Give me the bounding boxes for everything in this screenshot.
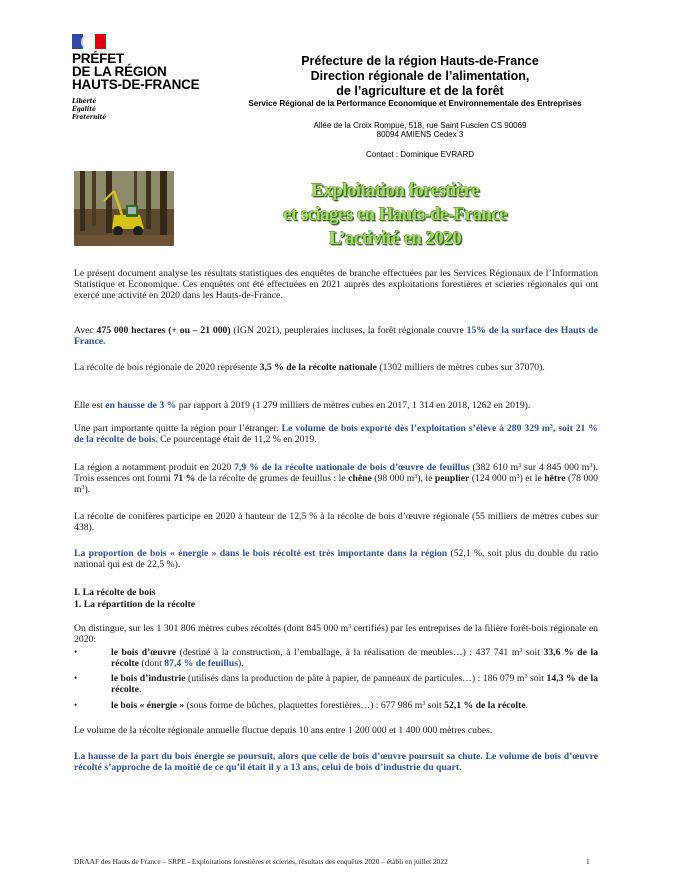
text-span: (382 610 m <box>469 462 519 473</box>
text-span: Elle est <box>74 400 106 411</box>
forest-area-value: 475 000 hectares (+ ou – 21 000) <box>96 325 231 336</box>
conifer-paragraph: La récolte de conifères participe en 2020 à hauteur de 12,5 % à la récolte de bois d’œuvre régionale (55 milliers de mètres cubes sur 438). <box>74 511 598 534</box>
prefet-logo-text <box>72 52 200 91</box>
intro-paragraph: Le présent document analyse les résultats statistiques des enquêtes de branche effectuées par les Services Régionaux de l’Information Statistique et Economique. Ces enquêtes ont été effectuées en 2021 auprès des exploitations forestières et scieries régionales qui ont exercé une activité en 2020 dans les Hauts-de-France. <box>74 268 598 302</box>
bullet-icon: • <box>74 673 78 683</box>
lumber-share-value: 33,6 % de la récolte <box>111 647 598 670</box>
energy-wood-paragraph <box>74 548 598 570</box>
trend-conclusion-highlight: La hausse de la part du bois énergie se poursuit, alors que celle de bois d’œuvre poursuit sa chute. Le volume de bois d’œuvre récolté s’approche de la moitié de ce qu’il était il y a 13 ans, celui de bois d’industrie du quart. <box>74 751 598 774</box>
hardwood-share-highlight: 7,9 % de la récolte nationale de bois d’œuvre de feuillus <box>234 462 470 473</box>
republic-flag-logo <box>72 34 106 49</box>
text-span: (IGN 2021), peupleraies incluses, la forêt régionale couvre <box>230 325 467 336</box>
harvest-growth-paragraph <box>74 400 598 411</box>
page-number: 1 <box>586 857 590 866</box>
harvest-share-paragraph <box>74 362 598 373</box>
hardwood-share-highlight: 87,4 % de feuillus <box>164 658 239 670</box>
text-span: Une part importante quitte la région pour l’étranger. <box>74 423 282 434</box>
contact: Contact : Dominique EVRARD <box>365 150 475 159</box>
text-span: La récolte de bois régionale de 2020 représente <box>74 362 260 373</box>
energy-wood-label: le bois « énergie » <box>111 700 185 711</box>
hardwood-paragraph <box>74 462 598 496</box>
text-span: ). <box>84 484 91 496</box>
text-span: soit <box>522 647 544 658</box>
text-span: (utilisés dans la production de pâte à papier, de panneaux de particules…) : 186 079 m <box>185 673 525 684</box>
superscript: 3 <box>516 474 520 481</box>
header-title <box>230 54 610 99</box>
harvest-breakdown-intro <box>74 623 598 645</box>
logo-line-3: HAUTS-DE-FRANCE <box>72 77 200 92</box>
address <box>230 121 610 139</box>
forest-share-highlight: 15% de la surface des Hauts de France. <box>74 325 598 348</box>
text-span: (124 000 m <box>469 473 517 485</box>
text-span: ) et le <box>519 473 545 485</box>
energy-share-value: 52,1 % de la récolte <box>444 700 526 711</box>
text-span: La région a notamment produit en 2020 <box>74 462 235 473</box>
species-poplar: peuplier <box>434 473 470 485</box>
industrial-wood-label: le bois d’industrie <box>111 673 186 684</box>
list-item-lumber <box>111 647 598 669</box>
motto-fraternite: Fraternité <box>72 114 107 121</box>
header-line-2: Direction régionale de l’alimentation, <box>310 69 530 83</box>
superscript: 3 <box>81 485 85 492</box>
motto-liberte: Liberté <box>72 98 97 105</box>
address-line-2: 80094 AMIENS Cedex 3 <box>376 130 464 139</box>
harvest-share-value: 3,5 % de la récolte nationale <box>259 362 377 373</box>
superscript: 3 <box>589 463 593 469</box>
export-share-highlight: , soit 21 % de la récolte de bois. <box>74 423 598 446</box>
text-span: de la récolte de grumes de feuillus : le <box>195 473 349 485</box>
document-title <box>210 179 580 251</box>
marianne-icon <box>81 35 93 48</box>
list-item-energy-wood <box>111 700 598 711</box>
energy-wood-highlight: La proportion de bois « énergie » dans le bois récolté est très importante dans la région <box>74 548 448 559</box>
text-span: sur 4 845 000 m <box>521 462 590 473</box>
superscript: 3 <box>348 624 352 630</box>
text-span: . <box>525 700 529 711</box>
species-beech: hêtre <box>544 473 566 485</box>
logo-line-2: DE LA RÉGION <box>72 64 167 79</box>
harvest-growth-highlight: en hausse de 3 % <box>105 400 177 411</box>
list-item-industrial-wood <box>111 673 598 695</box>
motto-egalite: Égalité <box>72 106 96 113</box>
text-span: (dont <box>138 658 165 670</box>
superscript: 3 <box>519 648 523 654</box>
text-span: On distingue, sur les 1 301 806 mètres cubes récoltés (dont 845 000 m <box>74 623 349 634</box>
text-span: Ce pourcentage était de 11,2 % en 2019. <box>157 434 317 446</box>
superscript: 3 <box>414 474 418 481</box>
title-line-1: Exploitation forestière <box>311 180 479 201</box>
export-paragraph <box>74 423 598 445</box>
address-line-1: Allée de la Croix Rompue, 518, rue Saint Fuscien CS 90069 <box>313 121 527 130</box>
species-oak: chêne <box>348 473 372 485</box>
header-line-1: Préfecture de la région Hauts-de-France <box>301 54 539 68</box>
text-span: (98 000 m <box>371 473 415 485</box>
text-span: ). <box>238 658 244 670</box>
section-heading-1-1: 1. La répartition de la récolte <box>74 599 196 610</box>
superscript: 3 <box>549 424 553 430</box>
text-span: (sous forme de bûches, plaquettes forestières…) : 677 986 m <box>184 700 423 711</box>
text-span: (destiné à la construction, à l’emballage, à la réalisation de meubles…) : 437 741 m <box>176 647 520 658</box>
text-span: (78 000 m <box>74 473 598 496</box>
superscript: 3 <box>422 701 426 707</box>
text-span: par rapport à 2019 (1 279 milliers de mètres cubes en 2017, 1 314 en 2018, 1262 en 2019). <box>176 400 531 411</box>
species-share-value: 71 % <box>173 473 196 485</box>
text-span: . <box>138 684 142 696</box>
text-span: (1302 milliers de mètres cubes sur 37070). <box>376 362 545 373</box>
industrial-share-value: 14,3 % de la récolte <box>111 673 598 696</box>
text-span: ), le <box>417 473 435 485</box>
service-name: Service Régional de la Performance Economique et Environnementale des Entreprises <box>248 99 582 108</box>
superscript: 3 <box>524 674 528 680</box>
text-span: ). Trois essences ont fourni <box>74 462 598 485</box>
title-line-2: et sciages en Hauts-de-France <box>283 204 507 225</box>
lumber-label: le bois d’œuvre <box>111 647 177 658</box>
superscript: 3 <box>518 463 522 469</box>
text-span: (52,1 %, soit plus du double du ratio national qui est de 22,5 %). <box>74 548 599 571</box>
footer-text: DRAAF des Hauts de France – SRPE - Exploitations forestières et scieries, résultats des enquêtes 2020 – établi en juillet 2022 <box>74 857 448 866</box>
forestry-harvester-photo <box>74 171 174 246</box>
forest-area-paragraph <box>74 325 598 347</box>
text-span: Avec <box>74 325 97 336</box>
text-span: soit <box>527 673 547 684</box>
bullet-icon: • <box>74 647 78 657</box>
logo-line-1: PRÉFET <box>72 51 125 66</box>
text-span: certifiés) par les entreprises de la filière forêt-bois régionale en 2020: <box>74 623 598 646</box>
text-span: soit <box>425 700 445 711</box>
republic-motto <box>72 98 106 122</box>
title-line-3: L’activité en 2020 <box>328 228 462 249</box>
section-heading-1: I. La récolte de bois <box>74 587 156 598</box>
header-line-3: de l’agriculture et de la forêt <box>336 84 504 98</box>
harvest-fluctuation-paragraph: Le volume de la récolte régionale annuelle fluctue depuis 10 ans entre 1 200 000 et 1 400 000 mètres cubes. <box>74 725 493 736</box>
bullet-icon: • <box>74 700 78 710</box>
export-volume-highlight: Le volume de bois exporté dès l’exploitation s’élève à 280 329 m <box>281 423 550 434</box>
